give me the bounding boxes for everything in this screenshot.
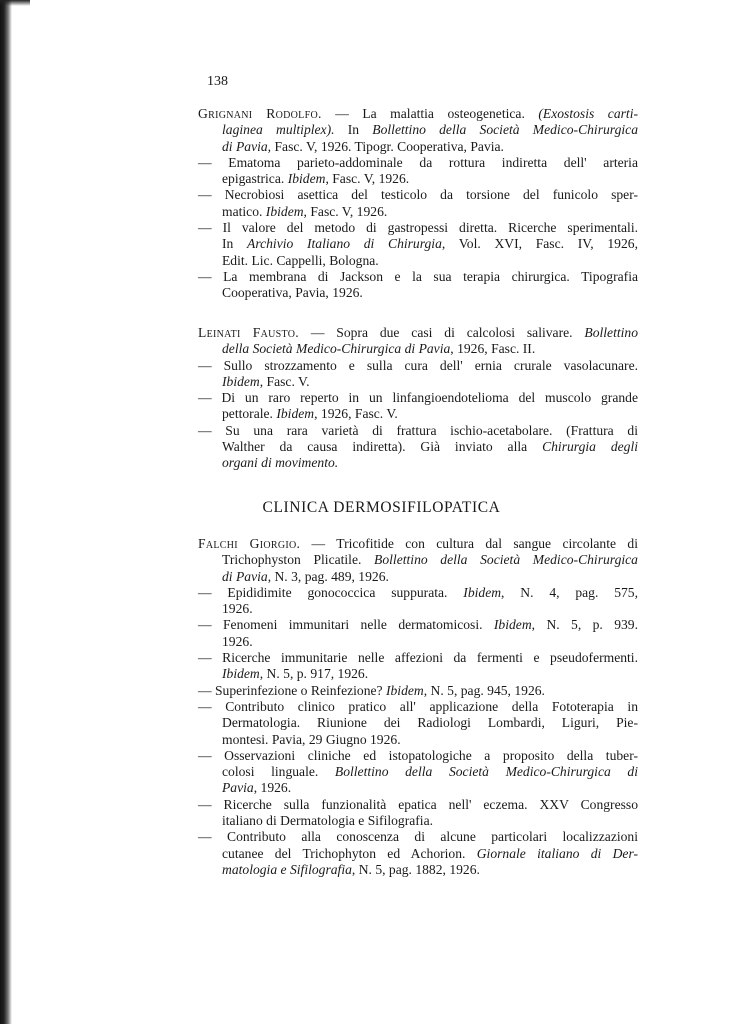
bibliography-entry: [198, 325, 638, 358]
entry-text: colosi linguale.: [222, 764, 335, 780]
italic-title: Ibidem: [222, 373, 260, 389]
author-name: Falchi Giorgio.: [198, 536, 301, 551]
entry-text: , N. 5, pag. 1882, 1926.: [351, 861, 480, 877]
entry-text: montesi. Pavia, 29 Giugno 1926.: [222, 731, 401, 747]
bibliography-entry: [198, 650, 638, 683]
entry-text: Edit. Lic. Cappelli, Bologna.: [222, 252, 379, 268]
entry-line: [198, 813, 638, 829]
entry-line: [198, 634, 638, 650]
entry-text: — Contributo clinico pratico all' applicazione della Fototerapia in: [198, 698, 638, 714]
italic-title: Ibidem: [493, 617, 532, 633]
italic-title: Ibidem: [276, 406, 315, 422]
entry-text: , N. 5, pag. 945, 1926.: [423, 682, 545, 698]
entry-text: — Superinfezione o Reinfezione?: [198, 682, 386, 698]
bibliography-falchi: [198, 536, 638, 878]
entry-text: — La malattia osteogenetica.: [321, 106, 539, 121]
entry-text: 1926.: [222, 633, 253, 649]
entry-text: Trichophyston Plicatile.: [222, 552, 375, 568]
entry-line: [198, 341, 638, 357]
entry-text: epigastrica.: [222, 171, 288, 187]
entry-line: [198, 699, 638, 715]
entry-line: [198, 122, 638, 138]
entry-line: [198, 155, 638, 171]
entry-line: [198, 390, 638, 406]
bibliography-entry: [198, 106, 638, 155]
entry-text: cutanee del Trichophyton ed Achorion.: [222, 845, 477, 861]
bibliography-leinati: [198, 325, 638, 472]
entry-line: [198, 374, 638, 390]
entry-line: [198, 797, 638, 813]
bibliography-entry: [198, 699, 638, 748]
bibliography-entry: [198, 423, 638, 472]
entry-line: [198, 569, 638, 585]
bibliography-entry: [198, 155, 638, 188]
entry-line: [198, 536, 638, 552]
italic-title: di Pavia,: [222, 138, 272, 154]
entry-line: [198, 253, 638, 269]
italic-title: (Exostosis carti-: [538, 106, 638, 121]
entry-text: — Il valore del metodo di gastropessi diretta. Ricerche sperimentali.: [198, 220, 638, 236]
bibliography-entry: [198, 358, 638, 391]
entry-text: , Fasc. V.: [259, 373, 310, 389]
entry-line: [198, 552, 638, 568]
entry-line: [198, 358, 638, 374]
entry-line: [198, 204, 638, 220]
entry-text: In: [334, 122, 373, 138]
entry-line: [198, 285, 638, 301]
italic-title: Pavia: [222, 780, 254, 796]
italic-title: Ibidem: [385, 682, 424, 698]
italic-title: Giornale italiano di Der-: [476, 845, 638, 861]
italic-title: organi di movimento.: [222, 455, 339, 471]
entry-line: [198, 187, 638, 203]
entry-line: [198, 748, 638, 764]
entry-text: , Fasc. V, 1926.: [303, 203, 388, 219]
bibliography-entry: [198, 536, 638, 585]
entry-text: , 1926, Fasc. V.: [314, 406, 398, 422]
scan-corner-shadow: [0, 0, 30, 6]
italic-title: Bollettino della Società Medico-Chirurgica di: [334, 764, 638, 780]
italic-title: Ibidem: [222, 666, 260, 682]
bibliography-entry: [198, 797, 638, 830]
italic-title: Bollettino: [584, 325, 639, 340]
entry-line: [198, 846, 638, 862]
entry-text: , Vol. XVI, Fasc. IV, 1926,: [441, 236, 638, 252]
entry-line: [198, 325, 638, 341]
bibliography-entry: [198, 269, 638, 302]
italic-title: Archivio Italiano di Chirurgia: [247, 236, 442, 252]
entry-text: , N. 3, pag. 489, 1926.: [267, 568, 389, 584]
entry-line: [198, 171, 638, 187]
entry-line: [198, 764, 638, 780]
bibliography-grignani: [198, 106, 638, 302]
bibliography-entry: [198, 220, 638, 269]
italic-title: Ibidem: [463, 584, 502, 600]
entry-line: [198, 439, 638, 455]
entry-line: [198, 601, 638, 617]
entry-line: [198, 780, 638, 796]
entry-text: Dermatologia. Riunione dei Radiologi Lombardi, Liguri, Pie-: [222, 715, 638, 731]
entry-text: , 1926, Fasc. II.: [450, 341, 536, 357]
entry-line: [198, 139, 638, 155]
entry-text: , 1926.: [253, 780, 292, 796]
entry-line: [198, 455, 638, 471]
entry-text: Walther da causa indiretta). Già inviato alla: [222, 439, 543, 455]
entry-line: [198, 715, 638, 731]
entry-text: — Fenomeni immunitari nelle dermatomicosi.: [198, 617, 494, 633]
italic-title: di Pavia: [222, 568, 268, 584]
entry-text: — Di un raro reperto in un linfangioendotelioma del muscolo grande: [198, 390, 638, 406]
entry-text: — Tricofitide con cultura dal sangue circolante di: [300, 536, 638, 551]
bibliography-entry: [198, 187, 638, 220]
bibliography-entry: [198, 829, 638, 878]
entry-line: [198, 236, 638, 252]
entry-text: — La membrana di Jackson e la sua terapia chirurgica. Tipografia: [198, 268, 638, 284]
italic-title: Bollettino della Società Medico-Chirurgica: [372, 122, 638, 138]
entry-text: Fasc. V, 1926. Tipogr. Cooperativa, Pavia.: [271, 138, 504, 154]
section-heading: CLINICA DERMOSIFILOPATICA: [262, 499, 501, 516]
italic-title: Chirurgia degli: [542, 439, 639, 455]
entry-text: — Ematoma parieto-addominale da rottura indiretta dell' arteria: [198, 154, 638, 170]
entry-text: — Ricerche immunitarie nelle affezioni da fermenti e pseudofermenti.: [198, 650, 638, 666]
italic-title: Ibidem: [287, 171, 326, 187]
entry-line: [198, 650, 638, 666]
entry-line: [198, 106, 638, 122]
author-name: Leinati Fausto.: [198, 325, 299, 340]
bibliography-entry: [198, 683, 638, 699]
bibliography-entry: [198, 390, 638, 423]
entry-line: [198, 423, 638, 439]
entry-text: 1926.: [222, 601, 253, 617]
italic-title: Ibidem: [265, 203, 304, 219]
author-name: Grignani Rodolfo.: [198, 106, 322, 121]
entry-line: [198, 683, 638, 699]
entry-text: — Necrobiosi asettica del testicolo da torsione del funicolo sper-: [198, 187, 638, 203]
entry-text: italiano di Dermatologia e Sifilografia.: [222, 813, 434, 829]
entry-text: pettorale.: [222, 406, 277, 422]
italic-title: laginea multiplex).: [222, 122, 335, 138]
entry-text: — Sullo strozzamento e sulla cura dell' ernia crurale vasolacunare.: [198, 357, 638, 373]
entry-line: [198, 269, 638, 285]
entry-text: — Contributo alla conoscenza di alcune particolari localizzazioni: [198, 829, 638, 845]
entry-text: — Sopra due casi di calcolosi salivare.: [298, 325, 585, 340]
entry-text: — Epididimite gonococcica suppurata.: [198, 584, 464, 600]
entry-line: [198, 829, 638, 845]
italic-title: matologia e Sifilografia: [222, 861, 352, 877]
entry-line: [198, 220, 638, 236]
entry-line: [198, 732, 638, 748]
bibliography-entry: [198, 617, 638, 650]
entry-line: [198, 585, 638, 601]
italic-title: della Società Medico-Chirurgica di Pavia: [222, 341, 451, 357]
entry-text: , N. 4, pag. 575,: [501, 584, 638, 600]
entry-text: — Ricerche sulla funzionalità epatica nell' eczema. XXV Congresso: [198, 796, 638, 812]
entry-text: — Osservazioni cliniche ed istopatologiche a proposito della tuber-: [198, 747, 638, 763]
entry-text: — Su una rara varietà di frattura ischio-acetabolare. (Frattura di: [198, 422, 638, 438]
italic-title: Bollettino della Società Medico-Chirurgica: [374, 552, 638, 568]
entry-line: [198, 617, 638, 633]
entry-text: matico.: [222, 203, 266, 219]
entry-text: , Fasc. V, 1926.: [325, 171, 410, 187]
bibliography-entry: [198, 585, 638, 618]
bibliography-entry: [198, 748, 638, 797]
entry-text: In: [222, 236, 248, 252]
page-number: 138: [207, 74, 228, 89]
entry-text: , N. 5, p. 939.: [531, 617, 638, 633]
entry-text: Cooperativa, Pavia, 1926.: [222, 285, 363, 301]
entry-line: [198, 406, 638, 422]
entry-line: [198, 666, 638, 682]
entry-line: [198, 862, 638, 878]
entry-text: , N. 5, p. 917, 1926.: [259, 666, 369, 682]
